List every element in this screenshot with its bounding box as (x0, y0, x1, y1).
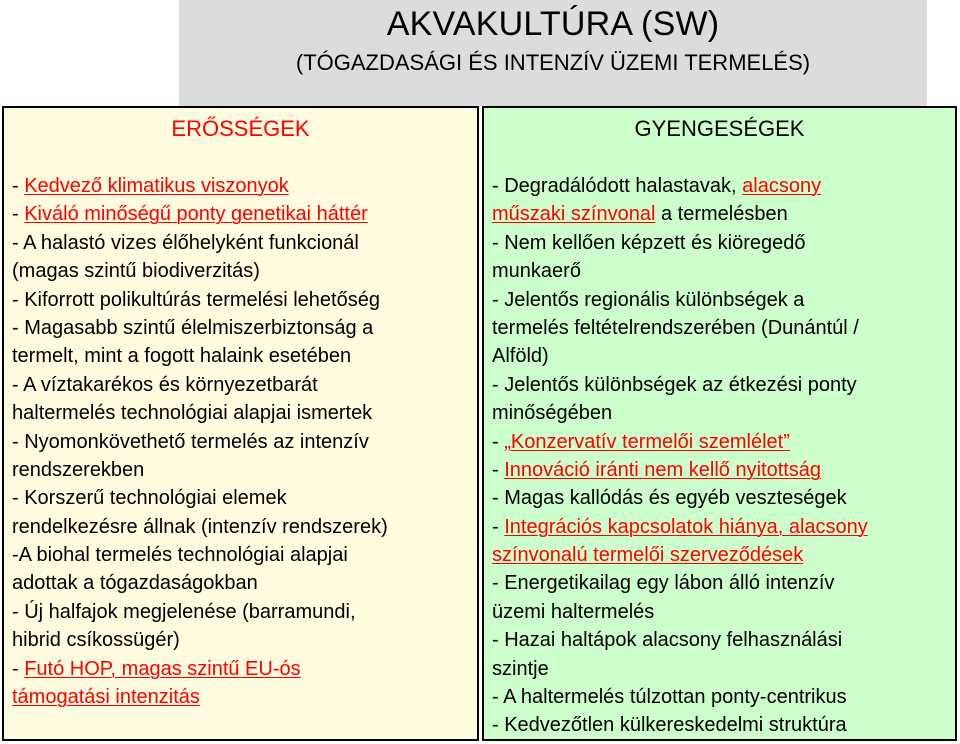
strength-text: - (12, 203, 25, 226)
strength-text: - Új halfajok megjelenése (barramundi, (12, 600, 356, 623)
weakness-text: minőségében (492, 402, 613, 425)
strength-line (12, 484, 473, 512)
strength-line (12, 314, 473, 342)
weakness-text: - Degradálódott halastavak, (492, 175, 743, 197)
weakness-text: - (492, 458, 505, 481)
weakness-highlighted-text: „Konzervatív termelői szemlélet” (504, 430, 790, 453)
weakness-line (492, 399, 951, 427)
weakness-line (492, 371, 951, 399)
weakness-line (492, 229, 951, 257)
weaknesses-header: GYENGESÉGEK (634, 116, 805, 141)
strength-text: termelt, mint a fogott halaink esetében (12, 345, 352, 368)
title-band (179, 0, 927, 106)
weakness-line (492, 257, 951, 285)
strength-line (12, 655, 473, 683)
weakness-text: - Jelentős különbségek az étkezési ponty (492, 373, 857, 396)
strength-text: - Magasabb szintű élelmiszerbiztonság a (12, 316, 374, 339)
weakness-highlighted-text: alacsony (742, 175, 822, 197)
strength-line (12, 569, 473, 597)
weakness-line (492, 626, 951, 654)
slide-subtitle: (TÓGAZDASÁGI ÉS INTENZÍV ÜZEMI TERMELÉS) (295, 50, 811, 75)
weakness-line (492, 655, 951, 683)
weakness-text: - Kedvezőtlen külkereskedelmi struktúra (492, 714, 847, 737)
weakness-line (492, 484, 951, 512)
weakness-text: - Jelentős regionális különbségek a (492, 288, 805, 311)
weakness-text: Alföld) (492, 345, 549, 368)
weakness-line (492, 569, 951, 597)
weakness-text: - (492, 430, 505, 453)
weakness-text: - Magas kallódás és egyéb veszteségek (492, 487, 847, 510)
weakness-line (492, 428, 951, 456)
weakness-text: - (492, 515, 505, 538)
weakness-line (492, 172, 951, 200)
strength-text: -A biohal termelés technológiai alapjai (12, 544, 348, 567)
strength-line (12, 513, 473, 541)
strength-text: - A halastó vizes élőhelyként funkcionál (12, 231, 359, 254)
weakness-line (492, 598, 951, 626)
weakness-line (492, 513, 951, 541)
strength-highlighted-text: támogatási intenzitás (12, 686, 200, 709)
weaknesses-panel (482, 106, 957, 741)
strength-text: adottak a tógazdaságokban (12, 572, 258, 595)
strengths-header: ERŐSSÉGEK (171, 116, 310, 141)
weakness-line (492, 683, 951, 711)
strength-text: - A víztakarékos és környezetbarát (12, 373, 318, 396)
strength-text: - Kiforrott polikultúrás termelési lehetőség (12, 288, 380, 311)
strength-line (12, 598, 473, 626)
weakness-line (492, 200, 951, 228)
slide-title: AKVAKULTÚRA (SW) (386, 5, 720, 43)
strength-text: haltermelés technológiai alapjai ismertek (12, 402, 373, 425)
weakness-text: - Hazai haltápok alacsony felhasználási (492, 629, 843, 652)
strength-text: rendszerekben (12, 458, 145, 481)
weakness-text: termelés feltételrendszerében (Dunántúl / (492, 316, 859, 339)
strength-line (12, 172, 473, 200)
weakness-line (492, 342, 951, 370)
strength-highlighted-text: Kiváló minőségű ponty genetikai háttér (24, 203, 368, 226)
strength-text: - (12, 657, 25, 680)
strength-line (12, 257, 473, 285)
strength-line (12, 229, 473, 257)
weakness-text: a termelésben (655, 203, 788, 226)
strength-highlighted-text: Futó HOP, magas szintű EU-ós (24, 657, 301, 680)
strength-line (12, 541, 473, 569)
strength-line (12, 200, 473, 228)
weakness-text: munkaerő (492, 260, 581, 283)
strength-line (12, 399, 473, 427)
strength-line (12, 683, 473, 711)
weaknesses-list (492, 172, 951, 740)
strength-line (12, 456, 473, 484)
strength-text: - Korszerű technológiai elemek (12, 487, 287, 510)
weakness-highlighted-text: Innováció iránti nem kellő nyitottság (504, 458, 822, 481)
weakness-line (492, 711, 951, 739)
weakness-text: üzemi haltermelés (492, 600, 655, 623)
weakness-text: - Nem kellően képzett és kiöregedő (492, 231, 806, 254)
weakness-text: - Energetikailag egy lábon álló intenzív (492, 572, 835, 595)
strength-line (12, 626, 473, 654)
strength-highlighted-text: Kedvező klimatikus viszonyok (24, 175, 289, 197)
weakness-line (492, 286, 951, 314)
weakness-highlighted-text: színvonalú termelői szerveződések (492, 544, 804, 567)
strength-text: - (12, 175, 25, 197)
weakness-highlighted-text: Integrációs kapcsolatok hiánya, alacsony (504, 515, 868, 538)
strengths-panel (2, 106, 479, 741)
strength-text: rendelkezésre állnak (intenzív rendszerek) (12, 515, 388, 538)
strengths-list (12, 172, 473, 711)
strength-line (12, 428, 473, 456)
weakness-line (492, 541, 951, 569)
weakness-line (492, 314, 951, 342)
weakness-text: - A haltermelés túlzottan ponty-centrikus (492, 686, 847, 709)
weakness-highlighted-text: műszaki színvonal (492, 203, 656, 226)
strength-line (12, 371, 473, 399)
weakness-line (492, 456, 951, 484)
strength-text: (magas szintű biodiverzitás) (12, 260, 260, 283)
strength-line (12, 286, 473, 314)
strength-line (12, 342, 473, 370)
strength-text: hibrid csíkossügér) (12, 629, 180, 652)
weakness-text: szintje (492, 657, 549, 680)
strength-text: - Nyomonkövethető termelés az intenzív (12, 430, 369, 453)
